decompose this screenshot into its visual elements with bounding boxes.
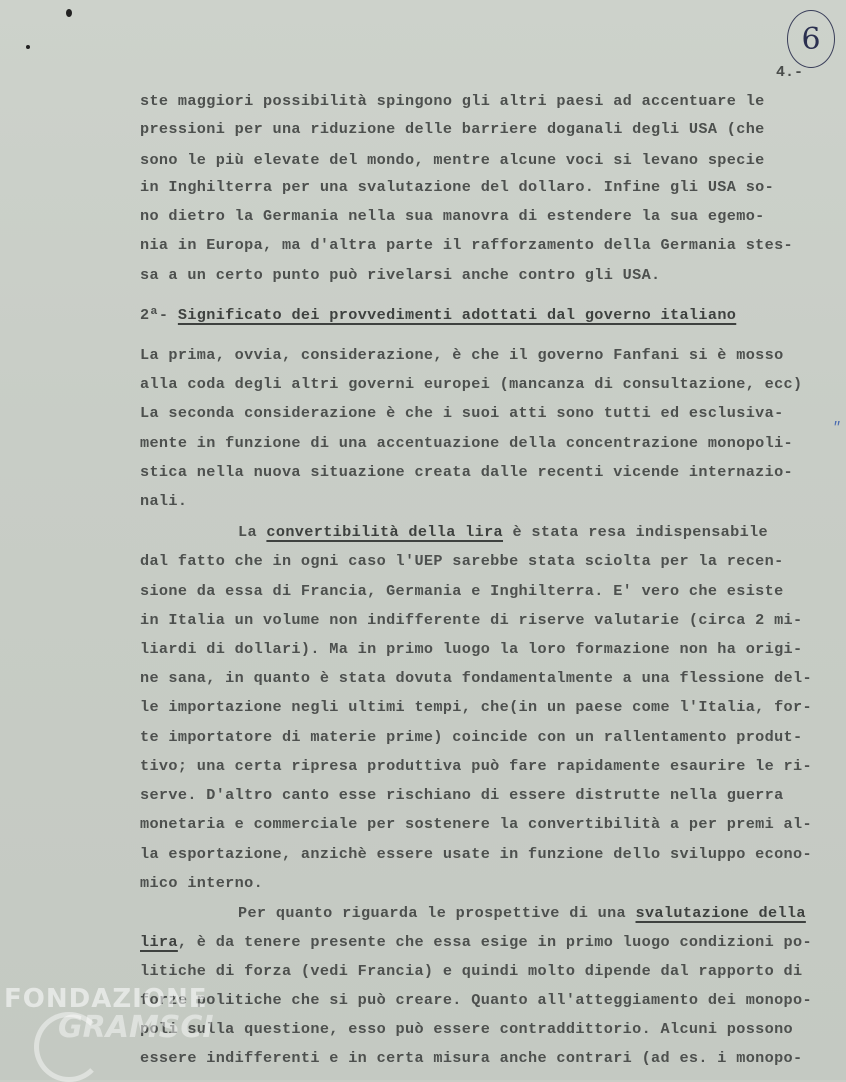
text-line: mente in funzione di una accentuazione della concentrazione monopoli- <box>140 434 794 452</box>
section-heading <box>140 306 736 324</box>
text-line: ste maggiori possibilità spingono gli altri paesi ad accentuare le <box>140 92 765 110</box>
text-line: la esportazione, anzichè essere usate in funzione dello sviluppo econo- <box>140 845 812 863</box>
text-line: no dietro la Germania nella sua manovra di estendere la sua egemo- <box>140 207 765 225</box>
text-run: , è da tenere presente che essa esige in primo luogo condizioni po- <box>177 933 812 951</box>
text-run: La <box>238 523 267 541</box>
text-line: sione da essa di Francia, Germania e Inghilterra. E' vero che esiste <box>140 582 784 600</box>
text-line: liardi di dollari). Ma in primo luogo la loro formazione non ha origi- <box>140 640 803 658</box>
text-line: La prima, ovvia, considerazione, è che il governo Fanfani si è mosso <box>140 346 784 364</box>
watermark-text: FONDAZIONE <box>4 984 208 1014</box>
ink-dot <box>26 45 30 49</box>
watermark-text: GRAMSCI <box>58 1010 214 1045</box>
text-run: Per quanto riguarda le prospettive di una <box>238 904 636 922</box>
text-line: serve. D'altro canto esse rischiano di essere distrutte nella guerra <box>140 786 784 804</box>
text-line: dal fatto che in ogni caso l'UEP sarebbe stata sciolta per la recen- <box>140 552 784 570</box>
section-number: 2ª- <box>140 306 169 324</box>
text-line: sono le più elevate del mondo, mentre alcune voci si levano specie <box>140 151 765 169</box>
text-line: poli sulla questione, esso può essere contraddittorio. Alcuni possono <box>140 1020 794 1038</box>
text-line: sa a un certo punto può rivelarsi anche contro gli USA. <box>140 266 661 284</box>
underlined-phrase: convertibilità della lira <box>266 523 504 541</box>
text-run: è stata resa indispensabile <box>503 523 769 541</box>
text-line: monetaria e commerciale per sostenere la convertibilità a per premi al- <box>140 815 812 833</box>
text-line: tivo; una certa ripresa produttiva può fare rapidamente esaurire le ri- <box>140 757 812 775</box>
underlined-phrase: lira <box>140 933 178 951</box>
text-line: in Inghilterra per una svalutazione del dollaro. Infine gli USA so- <box>140 178 775 196</box>
text-line: nali. <box>140 492 188 510</box>
text-line: pressioni per una riduzione delle barriere doganali degli USA (che <box>140 120 765 138</box>
text-line: forze politiche che si può creare. Quanto all'atteggiamento dei monopo- <box>140 991 812 1009</box>
paragraph-first-line <box>238 523 768 541</box>
text-line: le importazione negli ultimi tempi, che(in un paese come l'Italia, for- <box>140 698 812 716</box>
text-line: mico interno. <box>140 874 264 892</box>
text-line: nia in Europa, ma d'altra parte il rafforzamento della Germania stes- <box>140 236 794 254</box>
text-line: litiche di forza (vedi Francia) e quindi molto dipende dal rapporto di <box>140 962 803 980</box>
paragraph-first-line <box>238 904 806 922</box>
text-line: stica nella nuova situazione creata dalle recenti vicende internazio- <box>140 463 794 481</box>
ink-dot <box>66 9 72 17</box>
underlined-phrase: svalutazione della <box>635 904 806 922</box>
text-line <box>140 933 812 951</box>
circled-page-number: 6 <box>787 10 835 68</box>
text-line: essere indifferenti e in certa misura anche contrari (ad es. i monopo- <box>140 1049 803 1067</box>
text-line: alla coda degli altri governi europei (mancanza di consultazione, ecc) <box>140 375 803 393</box>
text-line: in Italia un volume non indifferente di riserve valutarie (circa 2 mi- <box>140 611 803 629</box>
page-number: 4.- <box>776 64 804 81</box>
text-line: ne sana, in quanto è stata dovuta fondamentalmente a una flessione del- <box>140 669 812 687</box>
text-line: La seconda considerazione è che i suoi atti sono tutti ed esclusiva- <box>140 404 784 422</box>
handwritten-mark: " <box>832 420 841 436</box>
section-title: Significato dei provvedimenti adottati dal governo italiano <box>177 306 737 324</box>
text-line: te importatore di materie prime) coincide con un rallentamento produt- <box>140 728 803 746</box>
